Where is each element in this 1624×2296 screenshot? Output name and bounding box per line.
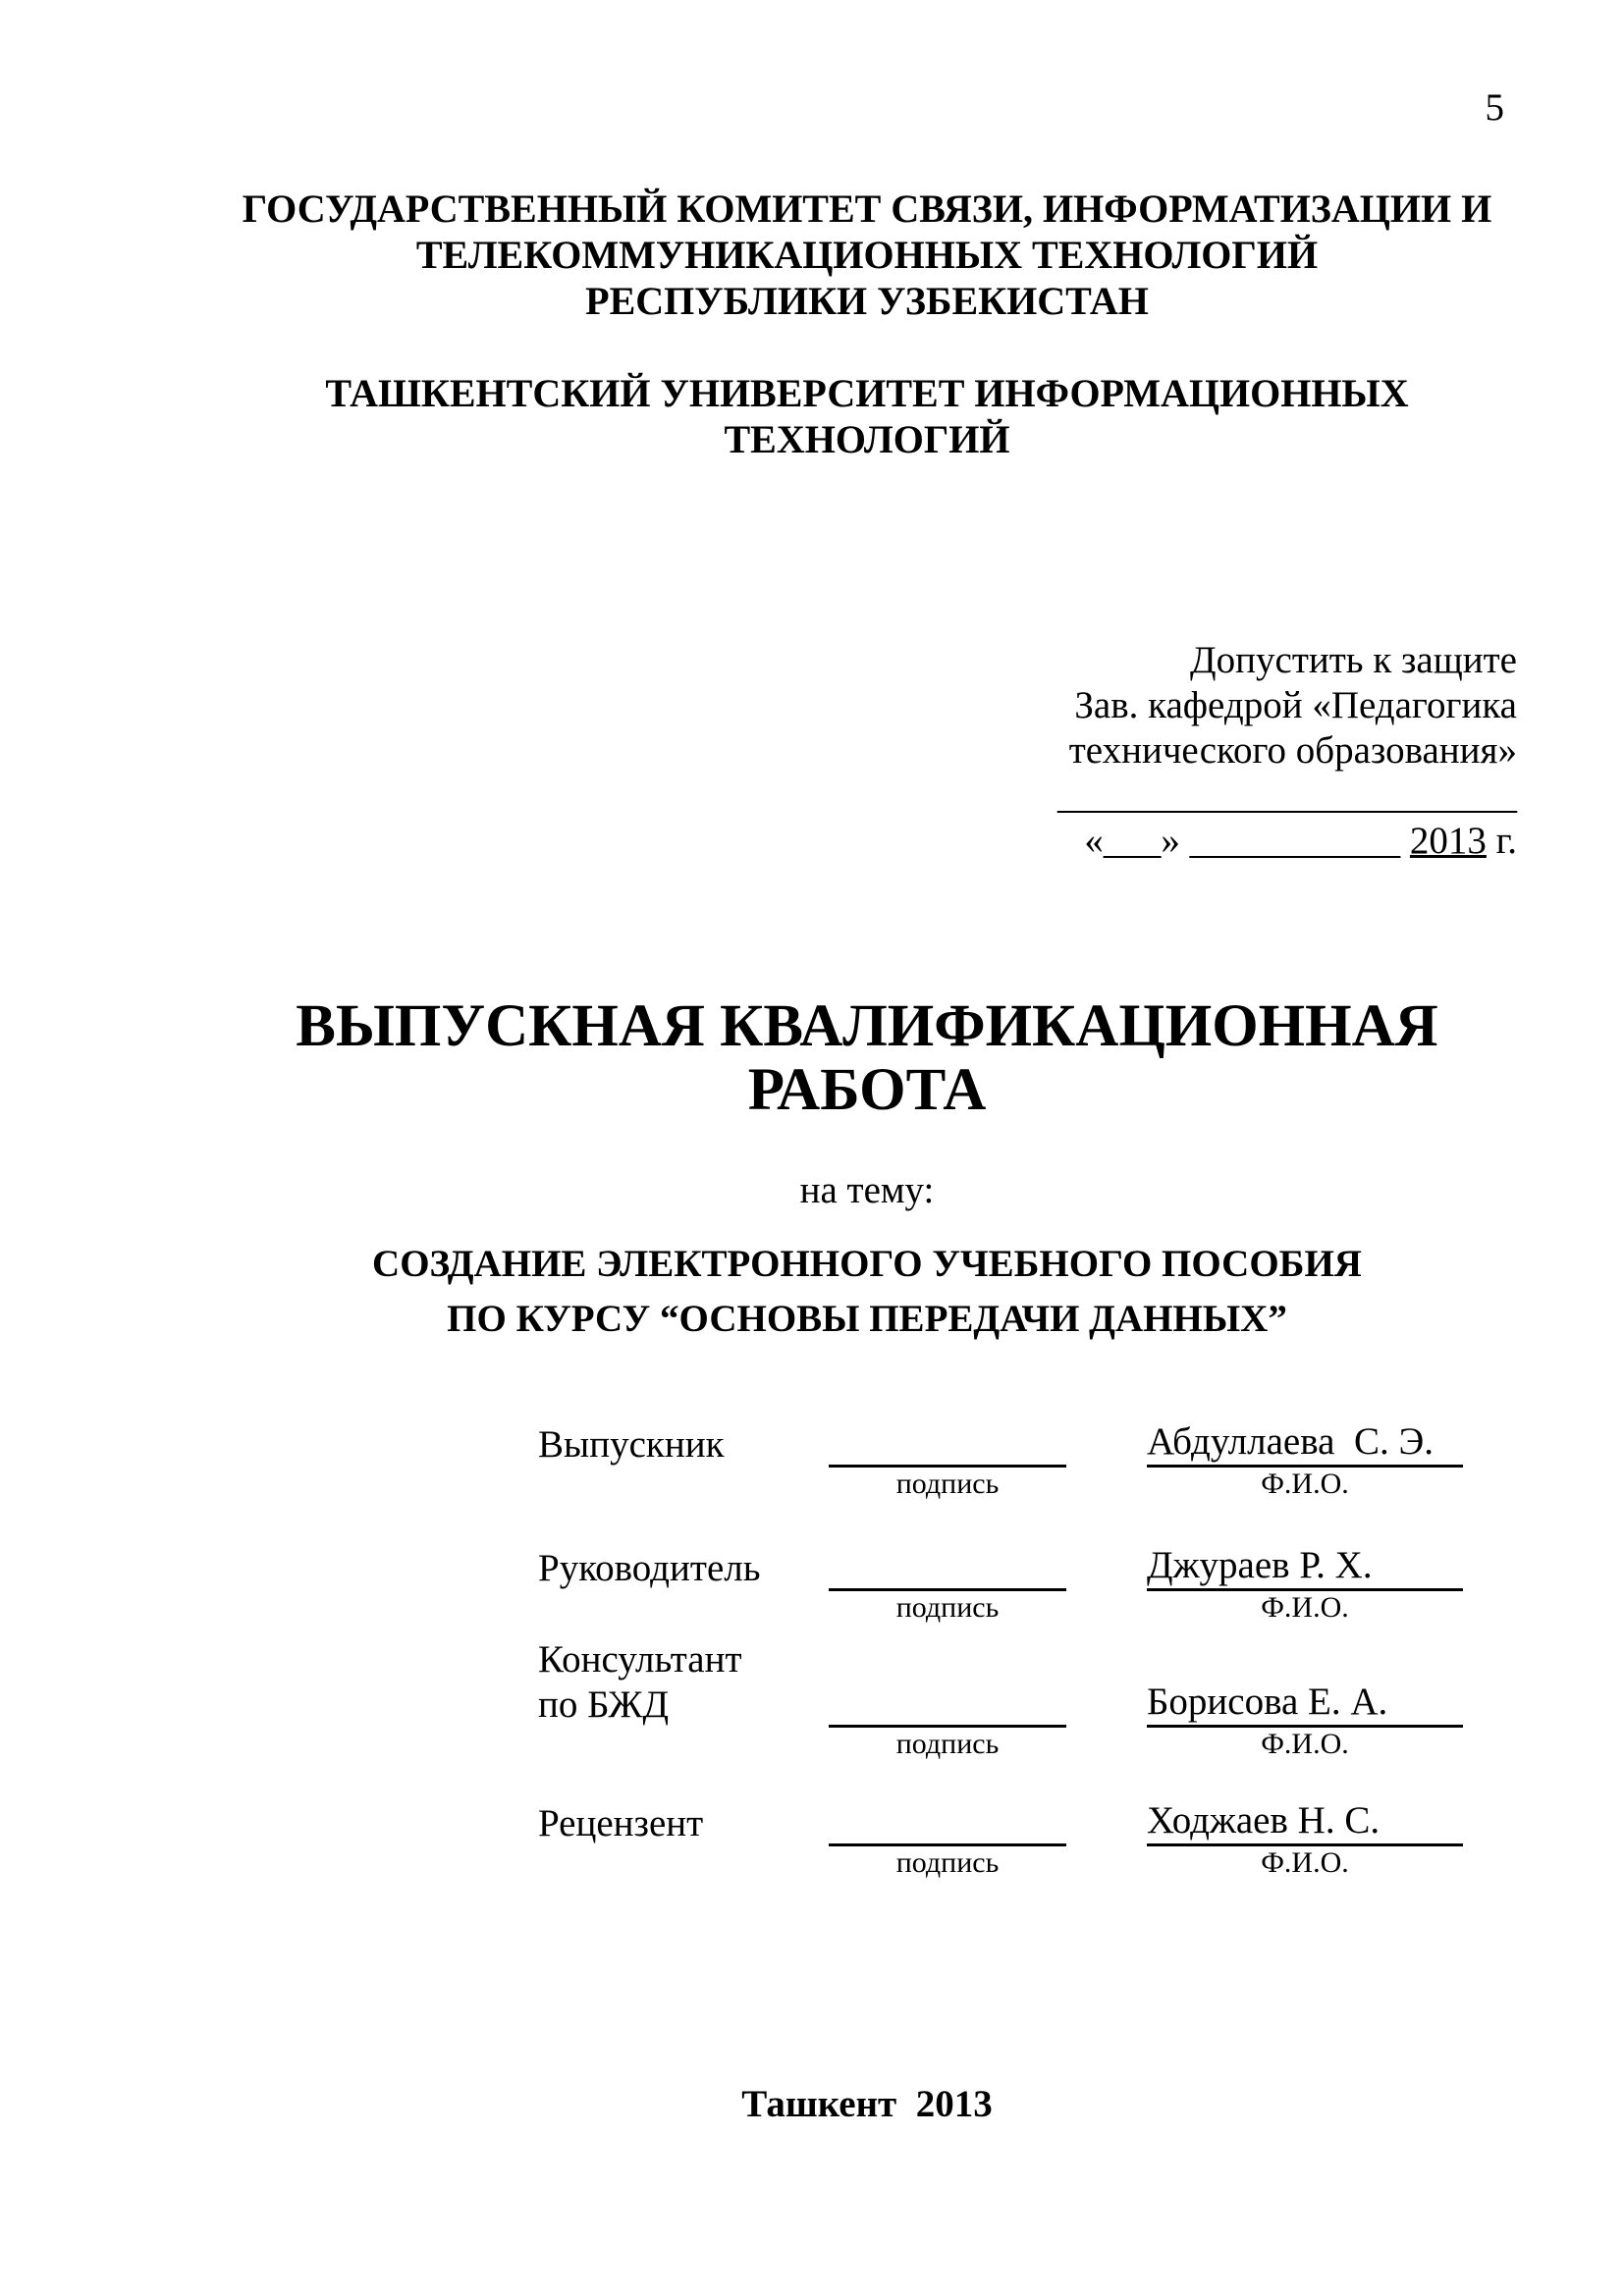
- signature-row-reviewer: [538, 1798, 1463, 1846]
- signature-line: [829, 1549, 1066, 1591]
- org-heading-line: ГОСУДАРСТВЕННЫЙ КОМИТЕТ СВЯЗИ, ИНФОРМАТИЗАЦИИ И: [242, 187, 1492, 231]
- graduate-name: Абдуллаева С. Э.: [1147, 1419, 1463, 1468]
- role-label-line: по БЖД: [538, 1683, 670, 1726]
- signature-line: [829, 1685, 1066, 1728]
- city-year-footer: Ташкент 2013: [741, 2083, 993, 2125]
- org-heading-line: ТЕЛЕКОММУНИКАЦИОННЫХ ТЕХНОЛОГИЙ: [415, 233, 1319, 277]
- page-number: 5: [1485, 86, 1504, 129]
- sign-caption: подпись: [895, 1468, 1000, 1500]
- thesis-title: [220, 994, 1514, 1122]
- signature-line: [829, 1804, 1066, 1846]
- name-caption: Ф.И.О.: [1261, 1591, 1349, 1624]
- thesis-topic-line: ПО КУРСУ “ОСНОВЫ ПЕРЕДАЧИ ДАННЫХ”: [447, 1298, 1287, 1340]
- consultant-name: Борисова Е. А.: [1147, 1680, 1463, 1728]
- university-heading-line: ТАШКЕНТСКИЙ УНИВЕРСИТЕТ ИНФОРМАЦИОННЫХ: [325, 371, 1409, 415]
- university-heading: [220, 370, 1514, 462]
- role-label: [538, 1637, 829, 1728]
- thesis-title-line: ВЫПУСКНАЯ КВАЛИФИКАЦИОННАЯ: [296, 993, 1438, 1059]
- admission-year: 2013: [1409, 820, 1487, 862]
- signature-captions: [538, 1846, 1463, 1880]
- admission-line: технического образования»: [1068, 729, 1517, 772]
- sign-caption: подпись: [895, 1728, 1000, 1760]
- org-heading-line: РЕСПУБЛИКИ УЗБЕКИСТАН: [585, 279, 1149, 323]
- signature-row-supervisor: [538, 1543, 1463, 1591]
- role-label: Рецензент: [538, 1802, 704, 1844]
- signature-captions: [538, 1591, 1463, 1625]
- signature-line: [829, 1425, 1066, 1468]
- signature-captions: [538, 1468, 1463, 1501]
- date-blank: «___» ___________: [1084, 820, 1410, 862]
- thesis-topic-line: СОЗДАНИЕ ЭЛЕКТРОННОГО УЧЕБНОГО ПОСОБИЯ: [372, 1243, 1362, 1285]
- name-caption: Ф.И.О.: [1261, 1846, 1349, 1879]
- role-label: Выпускник: [538, 1423, 725, 1466]
- topic-lead-in: на тему:: [799, 1169, 935, 1211]
- signature-table: [538, 1419, 1463, 1880]
- state-committee-heading: [220, 186, 1514, 324]
- admission-line: Зав. кафедрой «Педагогика: [1074, 684, 1517, 726]
- sign-caption: подпись: [895, 1846, 1000, 1879]
- university-heading-line: ТЕХНОЛОГИЙ: [724, 417, 1010, 461]
- name-caption: Ф.И.О.: [1261, 1468, 1349, 1500]
- signature-row-graduate: [538, 1419, 1463, 1468]
- date-suffix: г.: [1486, 820, 1517, 862]
- sign-caption: подпись: [895, 1591, 1000, 1624]
- signature-captions: [538, 1728, 1463, 1761]
- admission-approval-block: [889, 638, 1517, 864]
- role-label: Руководитель: [538, 1547, 761, 1589]
- admission-line: Допустить к защите: [1190, 639, 1517, 681]
- signature-row-consultant: [538, 1637, 1463, 1728]
- role-label-line: Консультант: [538, 1638, 742, 1681]
- thesis-title-line: РАБОТА: [747, 1057, 987, 1123]
- admission-date-line: [889, 819, 1517, 864]
- thesis-topic: [220, 1237, 1514, 1347]
- reviewer-name: Ходжаев Н. С.: [1147, 1798, 1463, 1846]
- supervisor-name: Джураев Р. Х.: [1147, 1543, 1463, 1591]
- head-signature-line: ________________________: [1057, 774, 1517, 817]
- name-caption: Ф.И.О.: [1261, 1728, 1349, 1760]
